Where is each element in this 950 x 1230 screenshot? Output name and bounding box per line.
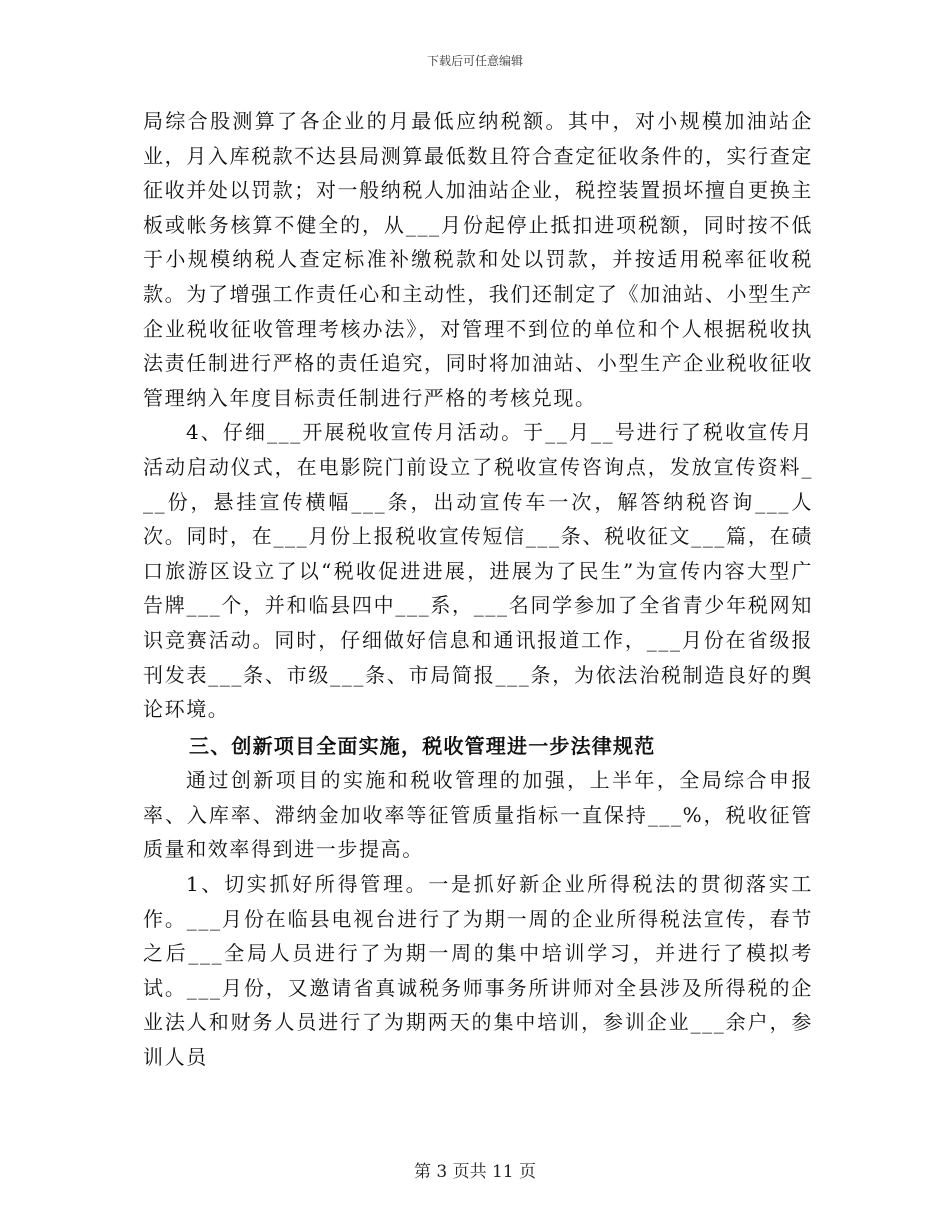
section-heading-innovation: 三、创新项目全面实施，税收管理进一步法律规范 bbox=[189, 733, 656, 758]
paragraph-tax-publicity-month: 4、仔细___开展税收宣传月活动。于__月__号进行了税收宣传月活动启动仪式，在电影院门前设立了税收宣传咨询点，发放宣传资料___份，悬挂宣传横幅___条，出动宣传车一次，解答纳税咨询___人次。同时，在___月份上报税收宣传短信___条、税收征文___篇，在碛口旅游区设立了以“税收促进进展，进展为了民生”为宣传内容大型广告牌___个，并和临县四中___系，___名同学参加了全省青少年税网知识竞赛活动。同时，仔细做好信息和通讯报道工作，___月份在省级报刊发表___条、市级___条、市局简报___条，为依法治税制造良好的舆论环境。 bbox=[143, 420, 813, 722]
document-body bbox=[143, 104, 813, 1075]
paragraph-continued: 局综合股测算了各企业的月最低应纳税额。其中，对小规模加油站企业，月入库税款不达县局测算最低数且符合查定征收条件的，实行查定征收并处以罚款；对一般纳税人加油站企业，税控装置损坏擅自更换主板或帐务核算不健全的，从___月份起停止抵扣进项税额，同时按不低于小规模纳税人查定标准补缴税款和处以罚款，并按适用税率征收税款。为了增强工作责任心和主动性，我们还制定了《加油站、小型生产企业税收征收管理考核办法》，对管理不到位的单位和个人根据税收执法责任制进行严格的责任追究，同时将加油站、小型生产企业税收征收管理纳入年度目标责任制进行严格的考核兑现。 bbox=[143, 109, 813, 410]
header-note: 下载后可任意编辑 bbox=[426, 54, 523, 68]
paragraph-innovation-intro: 通过创新项目的实施和税收管理的加强，上半年，全局综合申报率、入库率、滞纳金加收率等征管质量指标一直保持___%，税收征管质量和效率得到进一步提高。 bbox=[143, 768, 813, 862]
page-number: 第 3 页共 11 页 bbox=[413, 1162, 537, 1182]
paragraph-income-management: 1、切实抓好所得管理。一是抓好新企业所得税法的贯彻落实工作。___月份在临县电视台进行了为期一周的企业所得税法宣传，春节之后___全局人员进行了为期一周的集中培训学习，并进行了模拟考试。___月份，又邀请省真诚税务师事务所讲师对全县涉及所得税的企业法人和财务人员进行了为期两天的集中培训，参训企业___余户，参训人员 bbox=[143, 872, 813, 1070]
